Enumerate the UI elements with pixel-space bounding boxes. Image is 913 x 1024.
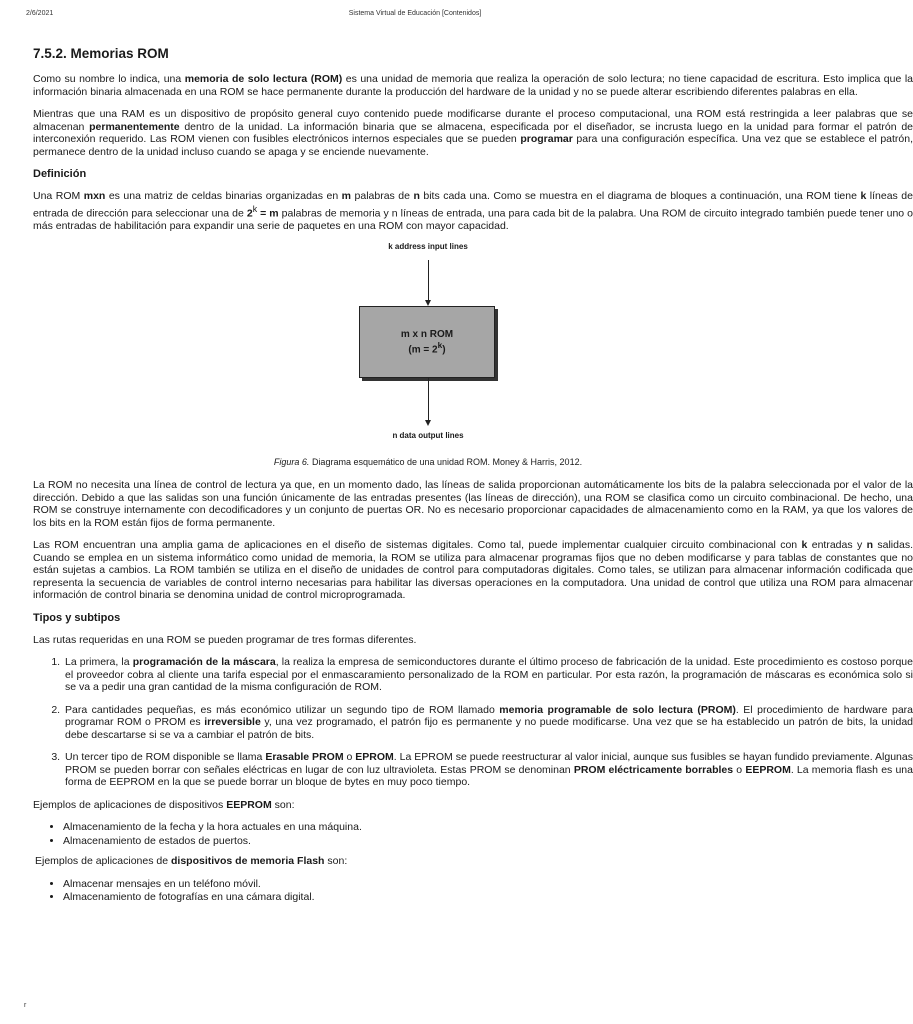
eeprom-intro bbox=[33, 799, 913, 812]
term-erasable-prom: Erasable PROM bbox=[265, 751, 344, 763]
document-content bbox=[33, 46, 913, 912]
list-item bbox=[63, 704, 913, 742]
figure-number: Figura 6. bbox=[273, 457, 310, 467]
term-eq-m: = m bbox=[257, 207, 279, 219]
term-prom: memoria programable de solo lectura (PROM) bbox=[499, 703, 736, 716]
output-arrow-head bbox=[425, 420, 431, 426]
term-eeprom: EEPROM bbox=[745, 763, 791, 776]
text: Ejemplos de aplicaciones de dispositivos bbox=[33, 798, 227, 811]
rom-types-list bbox=[33, 656, 913, 789]
input-arrow-line bbox=[428, 260, 429, 300]
intro-paragraph-2 bbox=[33, 108, 913, 158]
text: Un tercer tipo de ROM disponible se llama bbox=[65, 751, 266, 763]
footer-mark: r bbox=[24, 1002, 27, 1009]
figure-caption bbox=[33, 457, 823, 467]
text: Como su nombre lo indica, una bbox=[33, 73, 185, 85]
rom-block bbox=[359, 306, 495, 378]
text: ) bbox=[442, 344, 446, 356]
text: es una matriz de celdas binarias organizadas en bbox=[105, 190, 342, 202]
term-flash: dispositivos de memoria Flash bbox=[171, 855, 325, 867]
body-paragraph-3: La ROM no necesita una línea de control de lectura ya que, en un momento dado, las líneas de salida proporcionan automáticamente los bits de la palabra seleccionada por el valor de la dirección. Debido a que las salidas son una función únicamente de las entradas presentes (las líneas de dirección), una ROM se clasifica como un circuito combinacional. De hecho, una ROM se construye internamente con decodificadores y un conjunto de puertas OR. No es necesario proporcionar capacidades de almacenamiento como en la RAM, ya que los valores de los bits en la ROM están fijos de forma permanente. bbox=[33, 479, 913, 529]
text: líneas de entrada de dirección para seleccionar una de bbox=[33, 190, 913, 219]
definition-paragraph bbox=[33, 190, 913, 232]
text: . La EPROM se puede reestructurar al valor inicial, aunque sus fusibles se hayan fundido previamente. Algunas PROM se pueden borrar con señales eléctricas en lugar de con luz ultravioleta. Estas PROM se denominan bbox=[65, 751, 913, 776]
tipos-intro: Las rutas requeridas en una ROM se pueden programar de tres formas diferentes. bbox=[33, 633, 417, 646]
term-2: 2 bbox=[246, 207, 253, 219]
list-item: • Almacenamiento de fotografías en una cámara digital. bbox=[63, 891, 913, 904]
text: Mientras que una RAM es un dispositivo de propósito general cuyo contenido puede modificarse durante el proceso computacional, una ROM está restringida a leer palabras que se almacenan bbox=[33, 108, 913, 133]
text: o bbox=[343, 751, 356, 763]
input-lines-label: k address input lines bbox=[388, 242, 468, 251]
section-title: 7.5.2. Memorias ROM bbox=[33, 46, 169, 61]
text: son: bbox=[324, 855, 348, 867]
page-header bbox=[0, 10, 768, 22]
text: bits cada una. Como se muestra en el diagrama de bloques a continuación, una ROM tiene bbox=[419, 190, 861, 202]
text: entradas y bbox=[807, 539, 867, 551]
exponent-k: k bbox=[252, 203, 258, 214]
list-item bbox=[63, 751, 913, 789]
text: salidas. Cuando se emplea en un sistema informático como unidad de memoria, la ROM se utiliza para almacenar programas fijos que no deben modificarse y para tablas de constantes que no están sujetas a cambios. La ROM también se utiliza en el diseño de unidades de control para computadoras digitales. Como tales, se utilizan para almacenar información codificada que representa la secuencia de variables de control interno necesarias para habilitar las diversas operaciones en la computadora. Una unidad de control que utiliza una ROM para almacenar información de control binaria se denomina unidad de control microprogramada. bbox=[33, 539, 913, 601]
output-arrow-line bbox=[428, 378, 429, 420]
text: Para cantidades pequeñas, es más económico utilizar un segundo tipo de ROM llamado bbox=[65, 703, 500, 716]
text: , la realiza la empresa de semiconductores durante el último proceso de fabricación de la unidad. Este procedimiento es costoso porque el proveedor cobra al cliente una tarifa especial por el enmascaramiento personalizado de la ROM en particular. Por esta razón, la programación de máscaras es económica solo si se va a pedir una gran cantidad de la misma configuración de ROM. bbox=[65, 656, 913, 693]
text: Las ROM encuentran una amplia gama de aplicaciones en el diseño de sistemas digitales. Como tal, puede implementar cualquier circuito combinacional con bbox=[33, 539, 802, 551]
term-programar: programar bbox=[520, 133, 573, 145]
text: (m = 2 bbox=[408, 344, 438, 356]
term-rom: memoria de solo lectura (ROM) bbox=[184, 73, 343, 85]
text: y, una vez programado, el patrón fijo es permanente y no puede modificarse. Una vez que se ha establecido un patrón de bits, la unidad debe descartarse si se va a cambiar el patrón de bits. bbox=[65, 716, 913, 741]
term-irreversible: irreversible bbox=[204, 716, 261, 728]
flash-examples-list bbox=[33, 878, 913, 904]
body-paragraph-4 bbox=[33, 539, 913, 602]
list-item: • Almacenamiento de estados de puertos. bbox=[63, 835, 913, 848]
print-date: 2/6/2021 bbox=[26, 10, 54, 17]
term-k: k bbox=[860, 190, 867, 202]
rom-diagram bbox=[33, 242, 913, 457]
term-mascara: programación de la máscara bbox=[132, 656, 276, 668]
exponent-k: k bbox=[437, 339, 443, 350]
term-n: n bbox=[866, 539, 874, 551]
heading-definicion: Definición bbox=[33, 168, 87, 180]
text: Diagrama esquemático de una unidad ROM. Money & Harris, 2012. bbox=[309, 457, 583, 467]
text: Ejemplos de aplicaciones de bbox=[35, 855, 171, 867]
flash-intro bbox=[35, 855, 913, 868]
term-eprom: EPROM bbox=[355, 751, 394, 763]
site-title: Sistema Virtual de Educación [Contenidos] bbox=[348, 10, 482, 17]
term-permanente: permanentemente bbox=[89, 120, 180, 133]
text: La primera, la bbox=[65, 656, 133, 668]
text: o bbox=[733, 763, 746, 776]
text: . La memoria flash es una forma de EEPROM en la que se puede borrar un bloque de bytes en muy poco tiempo. bbox=[65, 763, 913, 788]
term-prom-electricamente: PROM eléctricamente borrables bbox=[573, 763, 734, 776]
heading-tipos: Tipos y subtipos bbox=[33, 611, 121, 624]
text: son: bbox=[271, 798, 295, 811]
text: Una ROM bbox=[33, 190, 84, 202]
term-m: m bbox=[341, 190, 352, 202]
term-k: k bbox=[801, 539, 808, 551]
rom-block-label: m x n ROM bbox=[400, 328, 454, 340]
term-mxn: mxn bbox=[83, 190, 106, 202]
text: . El procedimiento de hardware para programar ROM o PROM es bbox=[65, 703, 913, 728]
rom-block-formula bbox=[408, 340, 445, 355]
output-lines-label: n data output lines bbox=[392, 431, 464, 440]
list-item: • Almacenar mensajes en un teléfono móvil. bbox=[63, 878, 913, 891]
eeprom-examples-list bbox=[33, 821, 913, 847]
text: dentro de la unidad. La información binaria que se almacena, especificada por el diseñador, se incrusta luego en la unidad para formar el patrón de interconexión requerido. Las ROM vienen con fusibles electrónicos internos especiales que se pueden bbox=[33, 120, 913, 145]
intro-paragraph-1 bbox=[33, 73, 913, 98]
text: para una configuración específica. Una vez que se establece el patrón, permanece dentro de la unidad incluso cuando se apaga y se enciende nuevamente. bbox=[33, 133, 913, 158]
text: palabras de memoria y n líneas de entrada, una para cada bit de la palabra. Una ROM de circuito integrado también puede tener uno o más entradas de habilitación para expandir una serie de paquetes en una ROM con mayor capacidad. bbox=[33, 207, 913, 232]
list-item bbox=[63, 656, 913, 694]
text: palabras de bbox=[351, 190, 414, 202]
term-n: n bbox=[413, 190, 420, 202]
list-item: • Almacenamiento de la fecha y la hora actuales en una máquina. bbox=[63, 821, 913, 834]
term-eeprom: EEPROM bbox=[226, 798, 272, 811]
text: es una unidad de memoria que realiza la operación de solo lectura; no tiene capacidad de escritura. Esto implica que la información binaria almacenada en una ROM se hace permanente durante la producción del hardware de la unidad y no se puede alterar escribiendo diferentes palabras en ella. bbox=[33, 73, 913, 98]
